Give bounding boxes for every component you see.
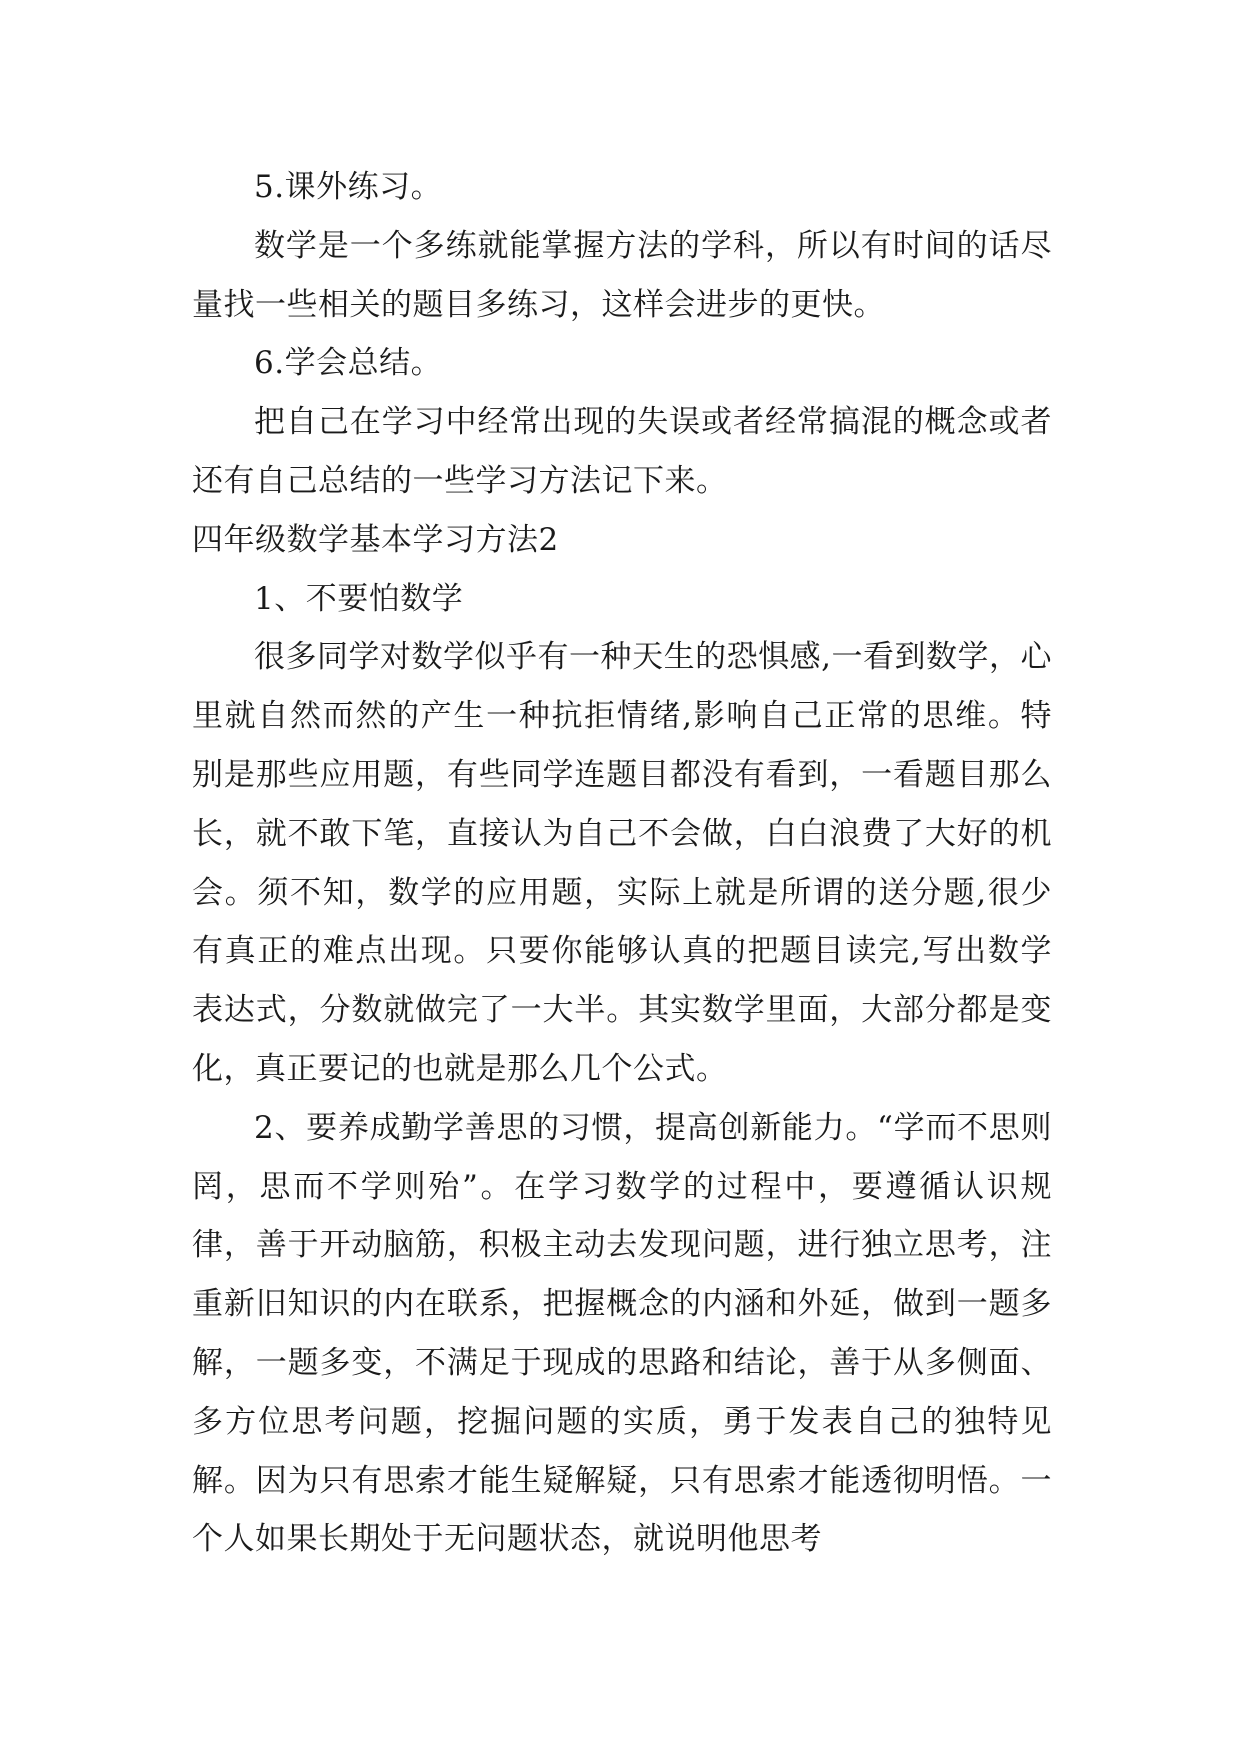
document-body xyxy=(192,158,1052,1569)
paragraph-fear-of-math: 很多同学对数学似乎有一种天生的恐惧感,一看到数学，心里就自然而然的产生一种抗拒情绪,影响自己正常的思维。特别是那些应用题，有些同学连题目都没有看到，一看题目那么长，就不敢下笔，直接认为自己不会做，白白浪费了大好的机会。须不知，数学的应用题，实际上就是所谓的送分题,很少有真正的难点出现。只要你能够认真的把题目读完,写出数学表达式，分数就做完了一大半。其实数学里面，大部分都是变化，真正要记的也就是那么几个公式。 xyxy=(192,639,1052,1087)
section-title: 四年级数学基本学习方法2 xyxy=(192,521,559,558)
paragraph-practice: 数学是一个多练就能掌握方法的学科，所以有时间的话尽量找一些相关的题目多练习，这样会进步的更快。 xyxy=(192,227,1052,323)
paragraph-summary: 把自己在学习中经常出现的失误或者经常搞混的概念或者还有自己总结的一些学习方法记下来。 xyxy=(192,404,1052,499)
paragraph-item-6-heading: 6.学会总结。 xyxy=(254,345,443,382)
paragraph-point-2: 2、要养成勤学善思的习惯，提高创新能力。“学而不思则罔，思而不学则殆”。在学习数学的过程中，要遵循认识规律，善于开动脑筋，积极主动去发现问题，进行独立思考，注重新旧知识的内在联系，把握概念的内涵和外延，做到一题多解，一题多变，不满足于现成的思路和结论，善于从多侧面、多方位思考问题，挖掘问题的实质，勇于发表自己的独特见解。因为只有思索才能生疑解疑，只有思索才能透彻明悟。一个人如果长期处于无问题状态，就说明他思考 xyxy=(192,1109,1052,1558)
paragraph-point-1-heading: 1、不要怕数学 xyxy=(254,580,464,617)
paragraph-item-5-heading: 5.课外练习。 xyxy=(254,169,443,205)
